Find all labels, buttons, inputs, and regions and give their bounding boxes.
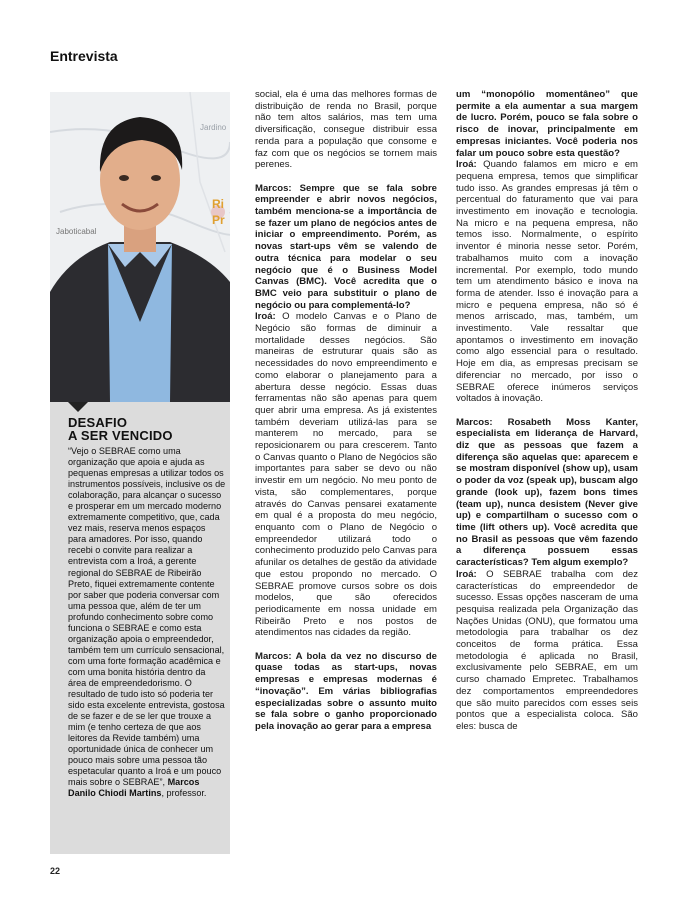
answer-text: social, ela é uma das melhores formas de distribuição de renda no Brasil, porque não tem altos salários, mas tem uma diversificação, consegue distribuir essa renda para a população que consome e faz com que os negócios se tornem mais perenes. (255, 89, 437, 171)
sidebar-quote: “Vejo o SEBRAE como uma organização que apoia e ajuda as pequenas empresas a utilizar todos os instrumentos possíveis, inclusive os de colaboração, para alcançar o sucesso e prosperar em um mercado moderno extremamente competitivo, que, cada vez mais, reserva menos espaços para amadores. Por isso, quando recebi o convite para realizar a entrevista com a Iroá, a gerente regional do SEBRAE de Ribeirão Preto, fiquei extremamente contente por saber que poderia conversar com uma pessoa que, além de ter um profundo conhecimento sobre como funciona o SEBRAE e como esta organização apoia o empreendedor, também tem um currículo sensacional, com uma forte formação acadêmica e com uma bonita história dentro da área de empreendedorismo. O resultado de tudo isto só poderia ter sido esta excelente entrevista, gostosa de se fazer e de se ler que trouxe a mim (e tenho certeza de que aos leitores da Revide também) uma oportunidade única de conhecer um pouco mais sobre uma pessoa tão espetacular quanto a Iroá e um pouco mais sobre o SEBRAE”, (68, 446, 226, 788)
interviewer-photo (50, 92, 230, 402)
answer-text: Quando falamos em micro e em pequena empresa, temos que simplificar tudo isso. As grandes empresas já têm o percentual do faturamento que vai para investimento em inovação e tecnologia. Na micro e na pequena empresa, não temos isso. Normalmente, o espírito inventor é minoria nesse setor. Porém, trabalhamos muito com a inovação incremental. Por exemplo, todo mundo tem um atendimento básico e inova na forma de atender. Isso é inovação para a micro e pequena empresa, não só é menos arriscado, mas, também, um investimento. Vale ressaltar que apontamos o investimento em inovação como algo essencial para o resultado. Hoje em dia, as empresas precisam se diferenciar no mercado, por isso o SEBRAE oferece inúmeros serviços voltados à inovação. (456, 159, 638, 405)
sidebar-title (68, 416, 173, 442)
sidebar-author-role: , professor. (161, 788, 207, 799)
map-label-pr: Pr (212, 213, 225, 227)
page-number: 22 (50, 866, 61, 876)
section-title: Entrevista (50, 48, 118, 64)
map-label-jaboticabal: Jaboticabal (56, 227, 97, 236)
answer-paragraph (456, 569, 638, 733)
sidebar-box (50, 402, 230, 854)
sidebar-author: Marcos Danilo Chiodi Martins (68, 777, 200, 799)
question-text: Marcos: A bola da vez no discurso de quase todas as start-ups, novas empresas e empresas modernas é “inovação”. Em várias bibliografias especializadas sobre o assunto muito se fala sobre o ganho proporcionado pela inovação ao gerar para a empresa (255, 650, 437, 732)
sidebar-body (68, 446, 226, 800)
answer-speaker: Iroá: (456, 568, 477, 580)
map-label-ri: Ri (212, 197, 224, 211)
article-column-1 (255, 89, 437, 859)
question-text: Marcos: Rosabeth Moss Kanter, especialista em liderança de Harvard, diz que as pessoas que fazem a diferença são aquelas que: aparecem e se mostram disponível (show up), usam o poder da voz (speak up), buscam algo grande (look up), fazem bons times (team up), nunca desistem (Never give up) e compartilham o sucesso com o time (lift others up). Você acredita que no Brasil as pessoas que vêm fazendo a diferença possuem essas características? Tem algum exemplo? (456, 416, 638, 569)
question-text: Marcos: Sempre que se fala sobre empreender e abrir novos negócios, também menciona-se a importância de se fazer um plano de negócios antes de iniciar o empreendimento. Porém, as novas start-ups vêm se valendo de outra técnica para modelar o seu negócio que é o Business Model Canvas (BMC). Você acredita que o BMC veio para substituir o plano de negócio ou para complementá-lo? (255, 182, 437, 311)
answer-paragraph (456, 159, 638, 405)
question-text: um “monopólio momentâneo” que permite a ela aumentar a sua margem de lucro. Porém, pouco se fala sobre o risco de inovar, principalmente em empresas iniciantes. Você poderia nos falar um pouco sobre esta questão? (456, 89, 638, 159)
sidebar-notch (68, 402, 88, 412)
sidebar-title-line1: DESAFIO (68, 415, 128, 430)
answer-speaker: Iroá: (255, 311, 276, 323)
map-label-jardino: Jardino (200, 123, 227, 132)
answer-text: O SEBRAE trabalha com dez características do empreendedor de sucesso. Essas opções nasceram de uma pesquisa realizada pela Organização das Nações Unidas (ONU), que formatou uma metodologia para trabalhar os dez conceitos de forma prática. Essa metodologia é aplicada no Brasil, exclusivamente pelo SEBRAE, em um curso chamado Empretec. Trabalhamos dez comportamentos empreendedores que são muito parecidos com esses seis pontos que a especialista coloca. São eles: busca de (456, 568, 638, 732)
sidebar-title-line2: A SER VENCIDO (68, 428, 173, 443)
answer-speaker: Iroá: (456, 159, 477, 171)
article-column-2 (456, 89, 638, 859)
answer-paragraph (255, 311, 437, 639)
answer-text: O modelo Canvas e o Plano de Negócio são formas de diminuir a mortalidade desses negócios. São maneiras de estruturar quais são as necessidades do novo empreendimento e como elaborar o planejamento para a abertura desse negócio. Essas duas ferramentas não são apenas para quem quer abrir uma empresa. As já existentes também deveriam utilizá-las para se manterem no mercado, para se reposicionarem ou para crescerem. Tanto o Canvas quanto o Plano de Negócios são importantes para saber se devo ou não investir em um negócio. No meu ponto de vista, são complementares, porque através do Canvas pensarei exatamente em qual é a proposta do meu negócio, enquanto com o Plano de Negócio o empreendedor utilizará todo o conhecimento produzido pelo Canvas para afunilar os detalhes de gestão da atividade que estou propondo no mercado. O SEBRAE promove cursos sobre os dois modelos, que são oferecidos periodicamente em nossa unidade em Ribeirão Preto e nos postos de atendimentos nas cidades da região. (255, 311, 437, 639)
portrait-illustration (50, 92, 230, 402)
